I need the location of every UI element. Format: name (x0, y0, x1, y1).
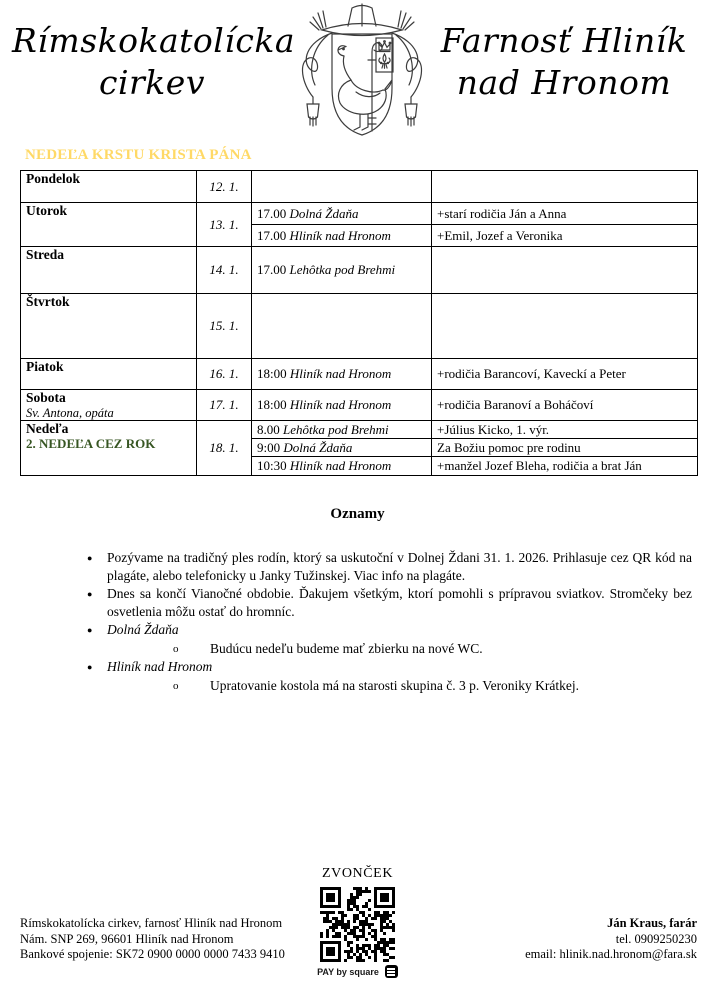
mass-intention-cell (432, 247, 698, 294)
day-cell: Štvrtok (21, 294, 197, 359)
schedule-table (20, 170, 698, 476)
table-row-tuesday (21, 203, 698, 225)
mass-place-cell: 10:30 Hliník nad Hronom (252, 457, 432, 476)
footer-address-line: Rímskokatolícka cirkev, farnosť Hliník nad Hronom (20, 916, 283, 930)
table-row-friday (21, 359, 698, 390)
mass-place-cell: 18:00 Hliník nad Hronom (252, 359, 432, 390)
footer-address-line: Bankové spojenie: SK72 0900 0000 0000 7433 9410 (20, 947, 285, 961)
sub-bullet-icon: o (173, 679, 179, 692)
sunday-subtitle: 2. NEDEĽA CEZ ROK (26, 436, 156, 451)
parish-email: email: hlinik.nad.hronom@fara.sk (525, 947, 697, 961)
mass-intention-cell (432, 171, 698, 203)
church-name-title (12, 20, 296, 104)
date-cell: 16. 1. (197, 359, 252, 390)
church-name-line2: cirkev (99, 63, 205, 102)
announcement-subitem: o Upratovanie kostola má na starosti skupina č. 3 p. Veroniky Krátkej. (152, 677, 690, 695)
feast-subtitle: Sv. Antona, opáta (26, 406, 114, 420)
announcement-item: ● Dnes sa končí Vianočné obdobie. Ďakujem všetkým, ktorí pomohli s prípravou sviatkov. Stromčeky bez osvetlenia môžu ostať do hromníc. (87, 586, 692, 619)
parish-coat-of-arms-icon (288, 0, 436, 140)
mass-place-cell: 8.00 Lehôtka pod Brehmi (252, 421, 432, 439)
date-cell: 18. 1. (197, 421, 252, 476)
day-cell: Pondelok (21, 171, 197, 203)
sunday-title: NEDEĽA KRSTU KRISTA PÁNA (25, 147, 252, 163)
date-cell: 15. 1. (197, 294, 252, 359)
mass-place-cell: 17.00 Dolná Ždaňa (252, 203, 432, 225)
announcement-item-village: ● Hliník nad Hronom (86, 658, 692, 676)
priest-phone: tel. 0909250230 (615, 931, 697, 946)
announcements-heading: Oznamy (330, 506, 385, 522)
mass-intention-cell: +manžel Jozef Bleha, rodičia a brat Ján (432, 457, 698, 476)
bullet-icon: ● (87, 589, 93, 599)
table-row-thursday (21, 294, 698, 359)
mass-intention-cell: +rodičia Barancoví, Kaveckí a Peter (432, 359, 698, 390)
table-row-saturday (21, 390, 698, 421)
date-cell: 13. 1. (197, 203, 252, 247)
mass-intention-cell: Za Božiu pomoc pre rodinu (432, 439, 698, 457)
mass-place-cell: 9:00 Dolná Ždaňa (252, 439, 432, 457)
table-row-wednesday (21, 247, 698, 294)
bell-collection-heading: ZVONČEK (321, 866, 394, 881)
announcement-subitem: o Budúcu nedeľu budeme mať zbierku na nové WC. (152, 640, 690, 658)
table-row-sunday (21, 421, 698, 439)
footer-address-line: Nám. SNP 269, 96601 Hliník nad Hronom (20, 931, 234, 946)
day-cell: Utorok (21, 203, 197, 247)
parish-name-title (424, 20, 704, 104)
day-cell: Streda (21, 247, 197, 294)
day-cell: Nedeľa 2. NEDEĽA CEZ ROK (21, 421, 197, 476)
parish-name-line2: nad Hronom (456, 63, 672, 102)
day-cell: Sobota Sv. Antona, opáta (21, 390, 197, 421)
bullet-icon: ● (87, 625, 93, 635)
bullet-icon: ● (87, 553, 93, 563)
table-row-monday (21, 171, 698, 203)
pay-by-square-icon (385, 965, 398, 978)
mass-intention-cell: +starí rodičia Ján a Anna (432, 203, 698, 225)
footer-contact (525, 916, 697, 963)
announcement-item-village: ● Dolná Ždaňa (86, 621, 692, 639)
day-cell: Piatok (21, 359, 197, 390)
mass-place-cell: 17.00 Lehôtka pod Brehmi (252, 247, 432, 294)
announcements-section (0, 506, 715, 695)
mass-intention-cell: +Július Kicko, 1. výr. (432, 421, 698, 439)
announcements-list (0, 549, 715, 694)
mass-intention-cell: +rodičia Baranoví a Boháčoví (432, 390, 698, 421)
date-cell: 17. 1. (197, 390, 252, 421)
sub-bullet-icon: o (173, 642, 179, 655)
church-name-line1: Rímskokatolícka (12, 21, 296, 60)
pay-by-square-row (0, 965, 715, 978)
pay-by-square-label: PAY by square (317, 966, 379, 977)
mass-intention-cell (432, 294, 698, 359)
mass-intention-cell: +Emil, Jozef a Veronika (432, 225, 698, 247)
mass-place-cell (252, 294, 432, 359)
bullet-icon: ● (87, 662, 93, 672)
date-cell: 14. 1. (197, 247, 252, 294)
mass-place-cell: 18:00 Hliník nad Hronom (252, 390, 432, 421)
date-cell: 12. 1. (197, 171, 252, 203)
footer-address (20, 916, 285, 963)
mass-place-cell (252, 171, 432, 203)
priest-name: Ján Kraus, farár (607, 916, 697, 930)
parish-name-line1: Farnosť Hliník (440, 21, 688, 60)
mass-place-cell: 17.00 Hliník nad Hronom (252, 225, 432, 247)
announcement-item: ● Pozývame na tradičný ples rodín, ktorý sa uskutoční v Dolnej Ždani 31. 1. 2026. Prihlasuje cez QR kód na plagáte, alebo telefonicky u Janky Tužinskej. Viac info na plagáte. (87, 550, 692, 583)
